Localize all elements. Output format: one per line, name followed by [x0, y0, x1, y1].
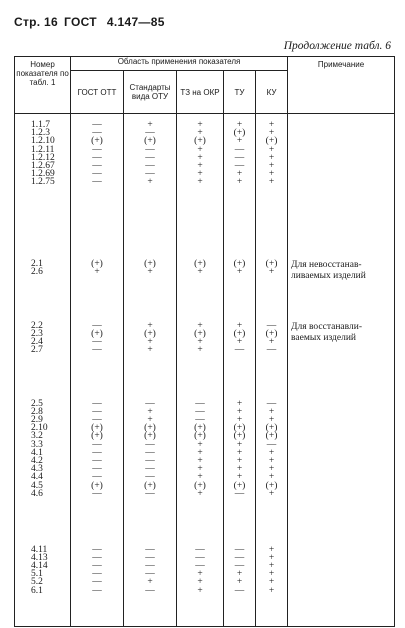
applicability-mark: + — [268, 577, 275, 588]
cell-ku — [256, 317, 288, 395]
indicator-number: 1.2.12 — [31, 152, 55, 163]
applicability-mark: + — [197, 577, 203, 588]
cell-tz-okr — [177, 395, 224, 532]
applicability-mark: + — [197, 439, 203, 450]
standard-number: 4.147—85 — [106, 15, 165, 29]
applicability-mark: + — [268, 128, 275, 139]
applicability-mark: + — [268, 152, 275, 163]
applicability-mark: + — [197, 144, 203, 155]
applicability-mark: + — [268, 544, 275, 555]
header-ku: КУ — [256, 71, 288, 114]
cell-ku — [256, 114, 288, 254]
applicability-mark: — — [145, 439, 155, 450]
applicability-mark: + — [236, 136, 243, 147]
cell-standards-otu — [124, 395, 177, 532]
applicability-mark: — — [92, 472, 102, 483]
applicability-mark: + — [147, 177, 153, 188]
applicability-mark: + — [197, 447, 203, 458]
applicability-mark: + — [236, 336, 243, 347]
indicator-number: 2.5 — [31, 398, 43, 409]
applicability-mark: (+) — [265, 328, 278, 339]
cell-tz-okr — [177, 114, 224, 254]
indicator-number: 4.2 — [31, 455, 43, 466]
applicability-mark: + — [197, 120, 203, 130]
applicability-mark: (+) — [233, 480, 246, 491]
note-line: Для невосстанав- — [291, 259, 362, 270]
applicability-mark: — — [145, 464, 155, 475]
applicability-mark: — — [92, 455, 102, 466]
applicability-mark: + — [147, 336, 153, 347]
applicability-mark: — — [92, 398, 102, 409]
applicability-mark: + — [268, 120, 275, 130]
applicability-mark: + — [236, 266, 243, 277]
applicability-mark: (+) — [233, 258, 246, 269]
header-tu: ТУ — [224, 71, 256, 114]
applicability-mark: (+) — [144, 136, 156, 147]
applicability-mark: — — [92, 177, 102, 188]
applicability-mark: + — [236, 120, 243, 130]
applicability-mark: — — [145, 152, 155, 163]
applicability-mark: + — [197, 345, 203, 356]
applicability-mark: + — [268, 552, 275, 563]
applicability-mark: — — [92, 488, 102, 499]
applicability-mark: (+) — [265, 423, 278, 434]
applicability-mark: — — [145, 455, 155, 466]
applicability-mark: + — [268, 472, 275, 483]
indicator-number: 5.2 — [31, 577, 43, 588]
applicability-mark: (+) — [194, 328, 206, 339]
cell-gost-ott — [71, 114, 124, 254]
indicator-number: 1.2.3 — [31, 128, 50, 139]
applicability-mark: + — [268, 560, 275, 571]
applicability-mark: — — [92, 569, 102, 580]
applicability-mark: + — [268, 464, 275, 475]
applicability-mark: (+) — [144, 480, 156, 491]
applicability-mark: (+) — [233, 328, 246, 339]
indicator-number: 1.1.7 — [31, 120, 50, 130]
applicability-mark: — — [92, 577, 102, 588]
indicator-number: 2.7 — [31, 345, 43, 356]
note-cell — [288, 532, 395, 627]
cell-ku — [256, 532, 288, 627]
note-cell — [288, 114, 395, 254]
indicator-number: 2.3 — [31, 328, 43, 339]
applicability-mark: + — [236, 320, 243, 331]
applicability-mark: (+) — [91, 258, 103, 269]
cell-tu — [224, 254, 256, 317]
applicability-mark: — — [195, 414, 205, 425]
applicability-mark: — — [92, 447, 102, 458]
applicability-mark: — — [145, 161, 155, 172]
applicability-mark: + — [268, 266, 275, 277]
header-tz-okr: ТЗ на ОКР — [177, 71, 224, 114]
applicability-mark: + — [147, 414, 153, 425]
table-row-group — [15, 114, 395, 254]
applicability-mark: — — [195, 560, 205, 571]
indicator-number: 1.2.11 — [31, 144, 55, 155]
applicability-mark: (+) — [91, 431, 103, 442]
indicator-number: 4.1 — [31, 447, 43, 458]
cell-gost-ott — [71, 254, 124, 317]
applicability-mark: + — [236, 472, 243, 483]
applicability-mark: (+) — [194, 423, 206, 434]
standard-label: ГОСТ — [64, 15, 97, 29]
indicator-number: 1.2.69 — [31, 169, 55, 180]
applicability-mark: + — [236, 464, 243, 475]
applicability-mark: — — [195, 406, 205, 417]
applicability-mark: — — [234, 144, 245, 155]
applicability-mark: + — [147, 345, 153, 356]
indicator-number: 2.8 — [31, 406, 43, 417]
applicability-mark: — — [234, 552, 245, 563]
applicability-mark: — — [92, 552, 102, 563]
applicability-mark: — — [145, 472, 155, 483]
applicability-mark: + — [236, 569, 243, 580]
table-row-group — [15, 317, 395, 395]
applicability-mark: (+) — [233, 423, 246, 434]
applicability-mark: (+) — [91, 423, 103, 434]
applicability-mark: (+) — [233, 128, 246, 139]
applicability-mark: + — [197, 585, 203, 596]
applicability-mark: — — [234, 161, 245, 172]
indicator-number: 6.1 — [31, 585, 43, 596]
applicability-mark: — — [195, 398, 205, 409]
indicator-number: 5.1 — [31, 569, 43, 580]
indicator-number: 4.6 — [31, 488, 43, 499]
indicator-number-cell — [15, 395, 71, 532]
applicability-mark: + — [147, 266, 153, 277]
applicability-mark: + — [197, 569, 203, 580]
note-cell — [288, 254, 395, 317]
note-line: ваемых изделий — [291, 332, 356, 343]
applicability-mark: (+) — [265, 431, 278, 442]
applicability-mark: + — [268, 144, 275, 155]
cell-tz-okr — [177, 532, 224, 627]
cell-tz-okr — [177, 317, 224, 395]
applicability-mark: — — [266, 439, 277, 450]
applicability-mark: + — [197, 266, 203, 277]
applicability-mark: + — [268, 455, 275, 466]
table-row-group — [15, 532, 395, 627]
applicability-mark: + — [236, 169, 243, 180]
applicability-mark: + — [236, 439, 243, 450]
table-continuation-caption: Продолжение табл. 6 — [283, 40, 391, 52]
applicability-mark: + — [236, 455, 243, 466]
applicability-mark: + — [268, 177, 275, 188]
indicator-number: 1.2.67 — [31, 161, 55, 172]
applicability-mark: — — [92, 560, 102, 571]
page-header — [14, 15, 165, 29]
table-row-group — [15, 254, 395, 317]
cell-gost-ott — [71, 395, 124, 532]
indicator-number: 2.10 — [31, 423, 48, 434]
cell-tu — [224, 317, 256, 395]
applicability-mark: — — [234, 345, 245, 356]
note-cell — [288, 317, 395, 395]
applicability-mark: + — [268, 585, 275, 596]
indicator-number-cell — [15, 317, 71, 395]
applicability-mark: — — [92, 544, 102, 555]
applicability-mark: — — [266, 345, 277, 356]
applicability-mark: — — [92, 161, 102, 172]
applicability-mark: — — [92, 439, 102, 450]
applicability-mark: + — [147, 120, 153, 130]
applicability-mark: — — [195, 552, 205, 563]
applicability-mark: (+) — [144, 431, 156, 442]
applicability-mark: — — [92, 336, 102, 347]
applicability-mark: — — [234, 544, 245, 555]
table-row-group — [15, 395, 395, 532]
applicability-mark: + — [236, 177, 243, 188]
applicability-mark: + — [268, 169, 275, 180]
indicator-number: 3.3 — [31, 439, 43, 450]
applicability-mark: — — [92, 152, 102, 163]
applicability-mark: — — [92, 120, 102, 130]
applicability-mark: + — [197, 169, 203, 180]
applicability-mark: — — [92, 144, 102, 155]
applicability-mark: + — [236, 447, 243, 458]
cell-tz-okr — [177, 254, 224, 317]
cell-tu — [224, 395, 256, 532]
indicator-number: 4.3 — [31, 464, 43, 475]
applicability-mark: (+) — [194, 431, 206, 442]
applicability-mark: — — [234, 488, 245, 499]
applicability-mark: — — [145, 144, 155, 155]
applicability-mark: (+) — [91, 136, 103, 147]
applicability-mark: + — [197, 152, 203, 163]
indicator-number-cell — [15, 532, 71, 627]
applicability-mark: — — [92, 320, 102, 331]
indicator-number: 2.6 — [31, 266, 43, 277]
applicability-mark: (+) — [144, 423, 156, 434]
applicability-mark: — — [92, 414, 102, 425]
applicability-mark: — — [92, 464, 102, 475]
applicability-mark: (+) — [194, 480, 206, 491]
applicability-mark: (+) — [265, 136, 278, 147]
applicability-mark: + — [147, 406, 153, 417]
indicator-number: 4.4 — [31, 472, 43, 483]
applicability-mark: — — [145, 398, 155, 409]
cell-standards-otu — [124, 254, 177, 317]
applicability-mark: + — [147, 577, 153, 588]
applicability-mark: — — [145, 488, 155, 499]
applicability-mark: + — [197, 177, 203, 188]
applicability-mark: — — [92, 345, 102, 356]
applicability-mark: + — [197, 336, 203, 347]
applicability-mark: — — [234, 152, 245, 163]
indicator-number: 4.5 — [31, 480, 43, 491]
applicability-mark: + — [94, 266, 100, 277]
applicability-mark: (+) — [194, 258, 206, 269]
indicator-number: 2.2 — [31, 320, 43, 331]
cell-standards-otu — [124, 317, 177, 395]
applicability-mark: + — [197, 464, 203, 475]
indicator-number: 3.2 — [31, 431, 43, 442]
note-cell — [288, 395, 395, 532]
applicability-mark: — — [145, 552, 155, 563]
cell-standards-otu — [124, 114, 177, 254]
applicability-mark: — — [145, 169, 155, 180]
applicability-mark: + — [197, 455, 203, 466]
cell-ku — [256, 254, 288, 317]
applicability-mark: (+) — [265, 480, 278, 491]
applicability-mark: + — [236, 414, 243, 425]
cell-ku — [256, 395, 288, 532]
indicator-application-table — [14, 56, 395, 627]
applicability-mark: (+) — [265, 258, 278, 269]
page-number: Стр. 16 — [14, 15, 58, 29]
applicability-mark: + — [268, 161, 275, 172]
applicability-mark: — — [92, 585, 102, 596]
applicability-mark: (+) — [91, 328, 103, 339]
applicability-mark: + — [268, 447, 275, 458]
applicability-mark: — — [234, 560, 245, 571]
applicability-mark: — — [195, 544, 205, 555]
applicability-mark: + — [268, 406, 275, 417]
applicability-mark: — — [145, 544, 155, 555]
cell-tu — [224, 114, 256, 254]
indicator-number: 2.9 — [31, 414, 43, 425]
applicability-mark: + — [236, 406, 243, 417]
indicator-number: 2.1 — [31, 258, 43, 269]
applicability-mark: + — [268, 488, 275, 499]
applicability-mark: + — [268, 336, 275, 347]
applicability-mark: + — [268, 414, 275, 425]
applicability-mark: — — [266, 320, 277, 331]
applicability-mark: (+) — [194, 136, 206, 147]
header-gost-ott: ГОСТ ОТТ — [71, 71, 124, 114]
note-line: ливаемых изделий — [291, 270, 366, 281]
header-standards-otu: Стандарты вида ОТУ — [124, 71, 177, 114]
applicability-mark: — — [145, 560, 155, 571]
indicator-number-cell — [15, 254, 71, 317]
note-line: Для восстанавли- — [291, 321, 362, 332]
table-body — [15, 114, 395, 627]
applicability-mark: — — [145, 128, 155, 139]
applicability-mark: (+) — [91, 480, 103, 491]
applicability-mark: + — [147, 320, 153, 331]
applicability-mark: + — [268, 569, 275, 580]
indicator-number-cell — [15, 114, 71, 254]
applicability-mark: + — [197, 488, 203, 499]
indicator-number: 4.11 — [31, 544, 48, 555]
applicability-mark: — — [234, 585, 245, 596]
applicability-mark: + — [197, 128, 203, 139]
applicability-mark: + — [236, 577, 243, 588]
applicability-mark: — — [92, 406, 102, 417]
applicability-mark: — — [92, 169, 102, 180]
applicability-mark: — — [266, 398, 277, 409]
indicator-number: 4.14 — [31, 560, 48, 571]
header-application-area: Область применения показателя — [71, 57, 288, 71]
indicator-number: 1.2.75 — [31, 177, 55, 188]
applicability-mark: + — [197, 472, 203, 483]
applicability-mark: — — [145, 447, 155, 458]
applicability-mark: + — [197, 320, 203, 331]
applicability-mark: + — [197, 161, 203, 172]
applicability-mark: (+) — [144, 328, 156, 339]
applicability-mark: + — [236, 398, 243, 409]
header-indicator-number: Номер показателя по табл. 1 — [15, 57, 71, 114]
applicability-mark: — — [92, 128, 102, 139]
indicator-number: 4.13 — [31, 552, 48, 563]
cell-gost-ott — [71, 317, 124, 395]
applicability-mark: — — [145, 585, 155, 596]
cell-standards-otu — [124, 532, 177, 627]
indicator-number: 1.2.10 — [31, 136, 55, 147]
indicator-number: 2.4 — [31, 336, 43, 347]
applicability-mark: — — [145, 569, 155, 580]
header-note: Примечание — [288, 57, 395, 114]
cell-gost-ott — [71, 532, 124, 627]
applicability-mark: (+) — [144, 258, 156, 269]
cell-tu — [224, 532, 256, 627]
applicability-mark: (+) — [233, 431, 246, 442]
